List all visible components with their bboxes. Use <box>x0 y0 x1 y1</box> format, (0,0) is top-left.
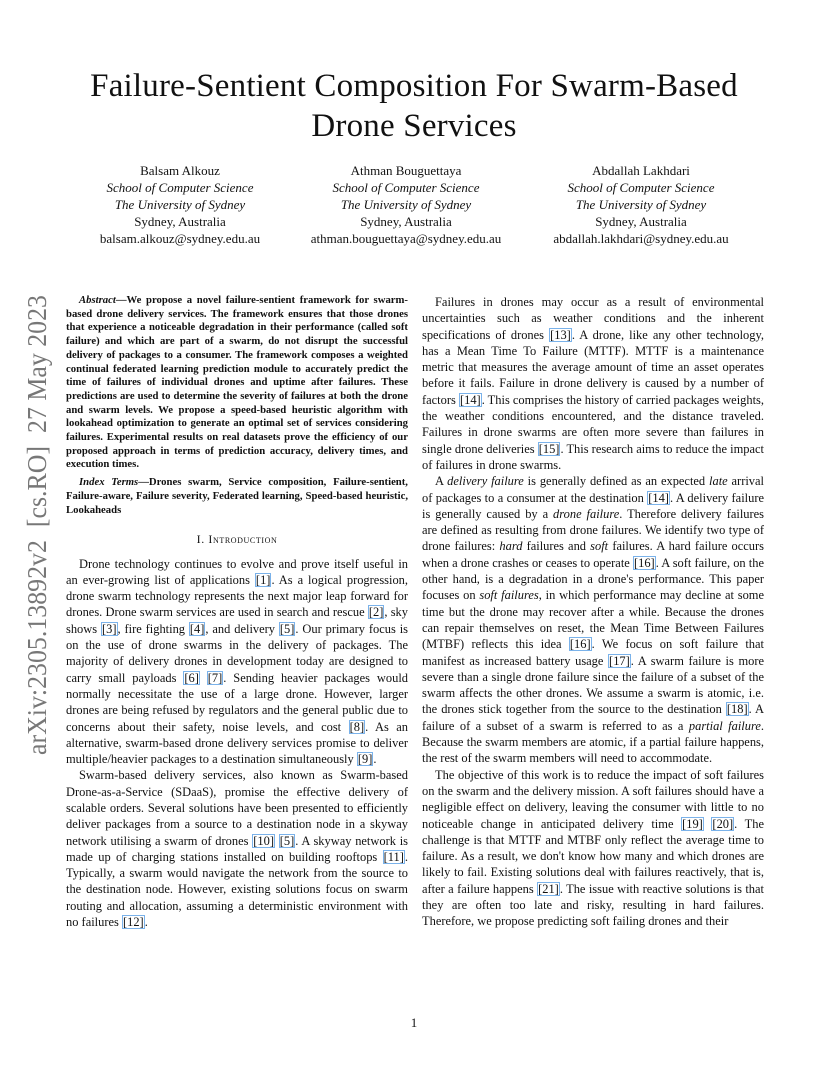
author-university: The University of Sydney <box>575 197 707 212</box>
emphasis: drone failure <box>553 506 620 521</box>
left-column <box>66 294 408 930</box>
text-run: . A drone, like any other technology, has a Mean Time To Failure (MTTF). MTTF is a maintenance metric that measures the average amount of time an asset operates before it fails. Failure in drone delivery is caused by a number of factors <box>422 327 765 407</box>
emphasis: late <box>709 474 728 489</box>
emphasis: soft failures <box>479 588 539 603</box>
author-school: School of Computer Science <box>332 180 480 195</box>
page-number: 1 <box>410 1015 418 1030</box>
author-name: Athman Bouguettaya <box>350 163 462 178</box>
text-run: . We focus on soft failure that manifest as increased battery usage <box>422 637 764 668</box>
text-run: . A swarm failure is more severe than a single drone failure since the failure of a subset of the swarm affects the other drones. We assume a swarm is atomic, i.e. the drones stick together from the source to the destination <box>422 653 765 717</box>
abstract: Abstract—We propose a novel failure-sentient framework for swarm-based drone delivery services. The framework ensures that those drones that experience a noticeable degradation in their performance (called soft failure) and which are part of a swarm, do not disrupt the successful delivery of packages to a consumer. The framework composes a weighted continual federated learning prediction module to accurately predict the time of failures of individual drones and uptime after failures. These predictions are used to determine the severity of failures at both the drone and swarm levels. We propose a speed-based heuristic algorithm with lookahead optimization to generate an optimal set of services considering failures. Experimental results on real datasets prove the efficiency of our proposed approach in terms of prediction accuracy, delivery times, and execution times. <box>66 294 408 471</box>
citation-link[interactable]: [20] <box>712 816 734 831</box>
author-location: Sydney, Australia <box>360 214 452 229</box>
citation-link[interactable]: [5] <box>279 621 295 636</box>
author-email[interactable]: athman.bouguettaya@sydney.edu.au <box>310 231 502 246</box>
paper-title-line1: Failure-Sentient Composition For Swarm-Based <box>90 68 738 104</box>
citation-link[interactable]: [17] <box>609 653 630 668</box>
author-university: The University of Sydney <box>114 197 246 212</box>
text-run: . The challenge is that MTTF and MTBF only reflect the average time to failure. As a result, we don't know how many and which drones are likely to fail. Existing solutions deal with failures reactively, that is, after a failure happens <box>422 816 764 896</box>
author-university: The University of Sydney <box>340 197 472 212</box>
author-3 <box>534 162 748 247</box>
right-paragraph-2 <box>422 473 764 766</box>
text-run: . As a logical progression, drone swarm technology represents the next major leap forward for drones. Drone swarm services are used in search and rescue <box>66 572 408 620</box>
citation-link[interactable]: [3] <box>101 621 117 636</box>
text-run: . The issue with reactive solutions is that they are often too late and risky, resulting in hard failures. Therefore, we propose predicting soft failing drones and their <box>422 881 765 929</box>
text-run: , fire fighting <box>117 621 189 636</box>
text-run: , and delivery <box>205 621 279 636</box>
citation-link[interactable]: [19] <box>682 816 703 831</box>
text-run: . As an alternative, swarm-based drone delivery services promise to deliver multiple/heavier packages to a destination simultaneously <box>66 719 408 767</box>
citation-link[interactable]: [14] <box>648 490 669 505</box>
citation-link[interactable]: [14] <box>459 392 481 407</box>
author-1 <box>74 162 286 247</box>
intro-paragraph-2 <box>66 767 408 930</box>
text-run: . <box>373 752 377 767</box>
text-run: . Our primary focus is on the use of drone swarms in the delivery of packages. The majority of delivery drones in development today are designed to carry small payloads <box>66 621 408 685</box>
text-run: . This comprises the history of carried packages weights, the weather conditions encountered, and the distance traveled. Failures in drone swarms are often more severe than failures in single drone deliveries <box>422 392 764 456</box>
citation-link[interactable]: [5] <box>279 833 295 848</box>
emphasis: partial failure <box>688 718 761 733</box>
text-run: The objective of this work is to reduce the impact of soft failures on the swarm and the delivery mission. A soft failures should have a negligible effect on delivery, leaving the consumer with little to no noticeable change in anticipated delivery time <box>422 767 764 831</box>
text-run: failures and <box>522 539 591 554</box>
citation-link[interactable]: [11] <box>383 849 404 864</box>
text-run: . Therefore delivery failures are defined as resulting from drone failures. We identify two type of drone failures: <box>422 506 765 554</box>
citation-link[interactable]: [8] <box>349 719 365 734</box>
right-paragraph-3 <box>422 767 764 930</box>
text-run: . A failure of a subset of a swarm is referred to as a <box>422 702 764 733</box>
author-location: Sydney, Australia <box>134 214 226 229</box>
citation-link[interactable]: [1] <box>255 572 271 587</box>
citation-link[interactable]: [2] <box>368 605 384 620</box>
right-column <box>422 294 764 930</box>
citation-link[interactable]: [7] <box>207 670 223 685</box>
text-run: . Typically, a swarm would navigate the network from the source to the destination node. However, existing solutions focus on swarm routing and allocation, assuming a deterministic environment with no failures <box>66 849 408 930</box>
citation-link[interactable]: [12] <box>122 915 144 930</box>
author-2 <box>298 162 514 247</box>
text-run: is generally defined as an expected <box>523 474 710 489</box>
citation-link[interactable]: [16] <box>569 637 591 652</box>
text-run: . A skyway network is made up of charging stations installed on building rooftops <box>66 833 408 864</box>
emphasis: soft <box>590 539 609 554</box>
author-email[interactable]: balsam.alkouz@sydney.edu.au <box>99 231 261 246</box>
text-run: . <box>144 915 148 930</box>
text-run: A <box>435 474 448 489</box>
citation-link[interactable]: [10] <box>253 833 274 848</box>
emphasis: delivery failure <box>447 474 524 489</box>
citation-link[interactable]: [9] <box>357 752 373 767</box>
abstract-label: Abstract <box>79 294 116 306</box>
citation-link[interactable]: [18] <box>726 702 748 717</box>
right-paragraph-1 <box>422 294 764 473</box>
text-run: Swarm-based delivery services, also known as Swarm-based Drone-as-a-Service (SDaaS), promise the effective delivery of scalable orders. Several solutions have been presented to efficiently deliver packages from a source to a destination node in a skyway network utilising a swarm of drones <box>66 768 408 848</box>
citation-link[interactable]: [16] <box>633 555 655 570</box>
section-number: I. <box>196 532 205 547</box>
text-run: . Sending heavier packages would normally necessitate the use of a large drone. However, larger drones are being refused by regulators and the general public due to concerns about their safety, noise levels, and cost <box>66 670 408 734</box>
index-terms-text: Drones swarm, Service composition, Failure-sentient, Failure-aware, Failure severity, Federated learning, Speed-based heuristic, Lookaheads <box>66 476 408 516</box>
author-name: Balsam Alkouz <box>140 163 220 178</box>
text-run: Drone technology continues to evolve and prove itself useful in an ever-growing list of applications <box>66 556 408 587</box>
text-run: Failures in drones may occur as a result of environmental uncertainties such as weather conditions and the inherent specifications of drones <box>422 295 764 342</box>
index-terms-label: Index Terms <box>79 476 139 489</box>
text-run: . This research aims to reduce the impact of failures in drone swarms. <box>422 441 765 472</box>
arxiv-stamp-text: arXiv:2305.13892v2 [cs.RO] 27 May 2023 <box>21 292 52 755</box>
text-run: . Because the swarm members are atomic, if a partial failure happens, the rest of the swarm members will need to accommodate. <box>422 718 764 766</box>
arxiv-stamp <box>14 292 60 758</box>
citation-link[interactable]: [13] <box>550 327 571 342</box>
author-school: School of Computer Science <box>567 180 715 195</box>
index-terms: Index Terms—Drones swarm, Service composition, Failure-sentient, Failure-aware, Failure severity, Federated learning, Speed-based heuristic, Lookaheads <box>66 476 408 516</box>
author-location: Sydney, Australia <box>595 214 687 229</box>
citation-link[interactable]: [6] <box>184 670 199 685</box>
text-run: arrival of packages to a consumer at the destination <box>422 474 764 505</box>
emphasis: hard <box>499 539 523 554</box>
text-run: . A soft failure, on the other hand, is a degradation in a drone's performance. This paper focuses on <box>422 555 764 603</box>
author-block <box>60 162 768 252</box>
intro-paragraph-1 <box>66 556 408 768</box>
author-email[interactable]: abdallah.lakhdari@sydney.edu.au <box>553 231 729 246</box>
text-run: . A delivery failure is generally caused by a <box>422 490 764 521</box>
text-run: , in which performance may decline at some time but the drone may recover after a while. Because the drones can repair themselves on reset, the Mean Time Between Failures (MTBF) reflects this idea <box>422 588 764 652</box>
citation-link[interactable]: [21] <box>538 881 559 896</box>
text-run: , sky shows <box>66 605 408 636</box>
author-school: School of Computer Science <box>106 180 254 195</box>
citation-link[interactable]: [4] <box>189 621 205 636</box>
paper-title <box>60 66 768 146</box>
section-heading <box>66 531 408 547</box>
abstract-text: We propose a novel failure-sentient framework for swarm-based drone delivery services. The framework ensures that those drones that experience a noticeable degradation in their performance (called soft failure) and which are part of a swarm, do not disrupt the successful delivery of packages to a consumer. The framework composes a weighted continual federated learning prediction module to accurately predict the time of failures of individual drones and uptime after failures. These predictions are used to determine the severity of failures at both the drone and swarm levels. We propose a speed-based heuristic algorithm with lookahead optimization to generate an optimal set of services considering failures. Experimental results on real datasets prove the efficiency of our proposed approach in terms of prediction accuracy, delivery times, and execution times. <box>66 294 408 471</box>
text-run: failures. A hard failure occurs when a drone crashes or ceases to operate <box>422 539 764 570</box>
citation-link[interactable]: [15] <box>538 441 560 456</box>
paper-title-line2: Drone Services <box>311 108 517 144</box>
section-title: Introduction <box>208 532 278 547</box>
author-name: Abdallah Lakhdari <box>592 163 690 178</box>
